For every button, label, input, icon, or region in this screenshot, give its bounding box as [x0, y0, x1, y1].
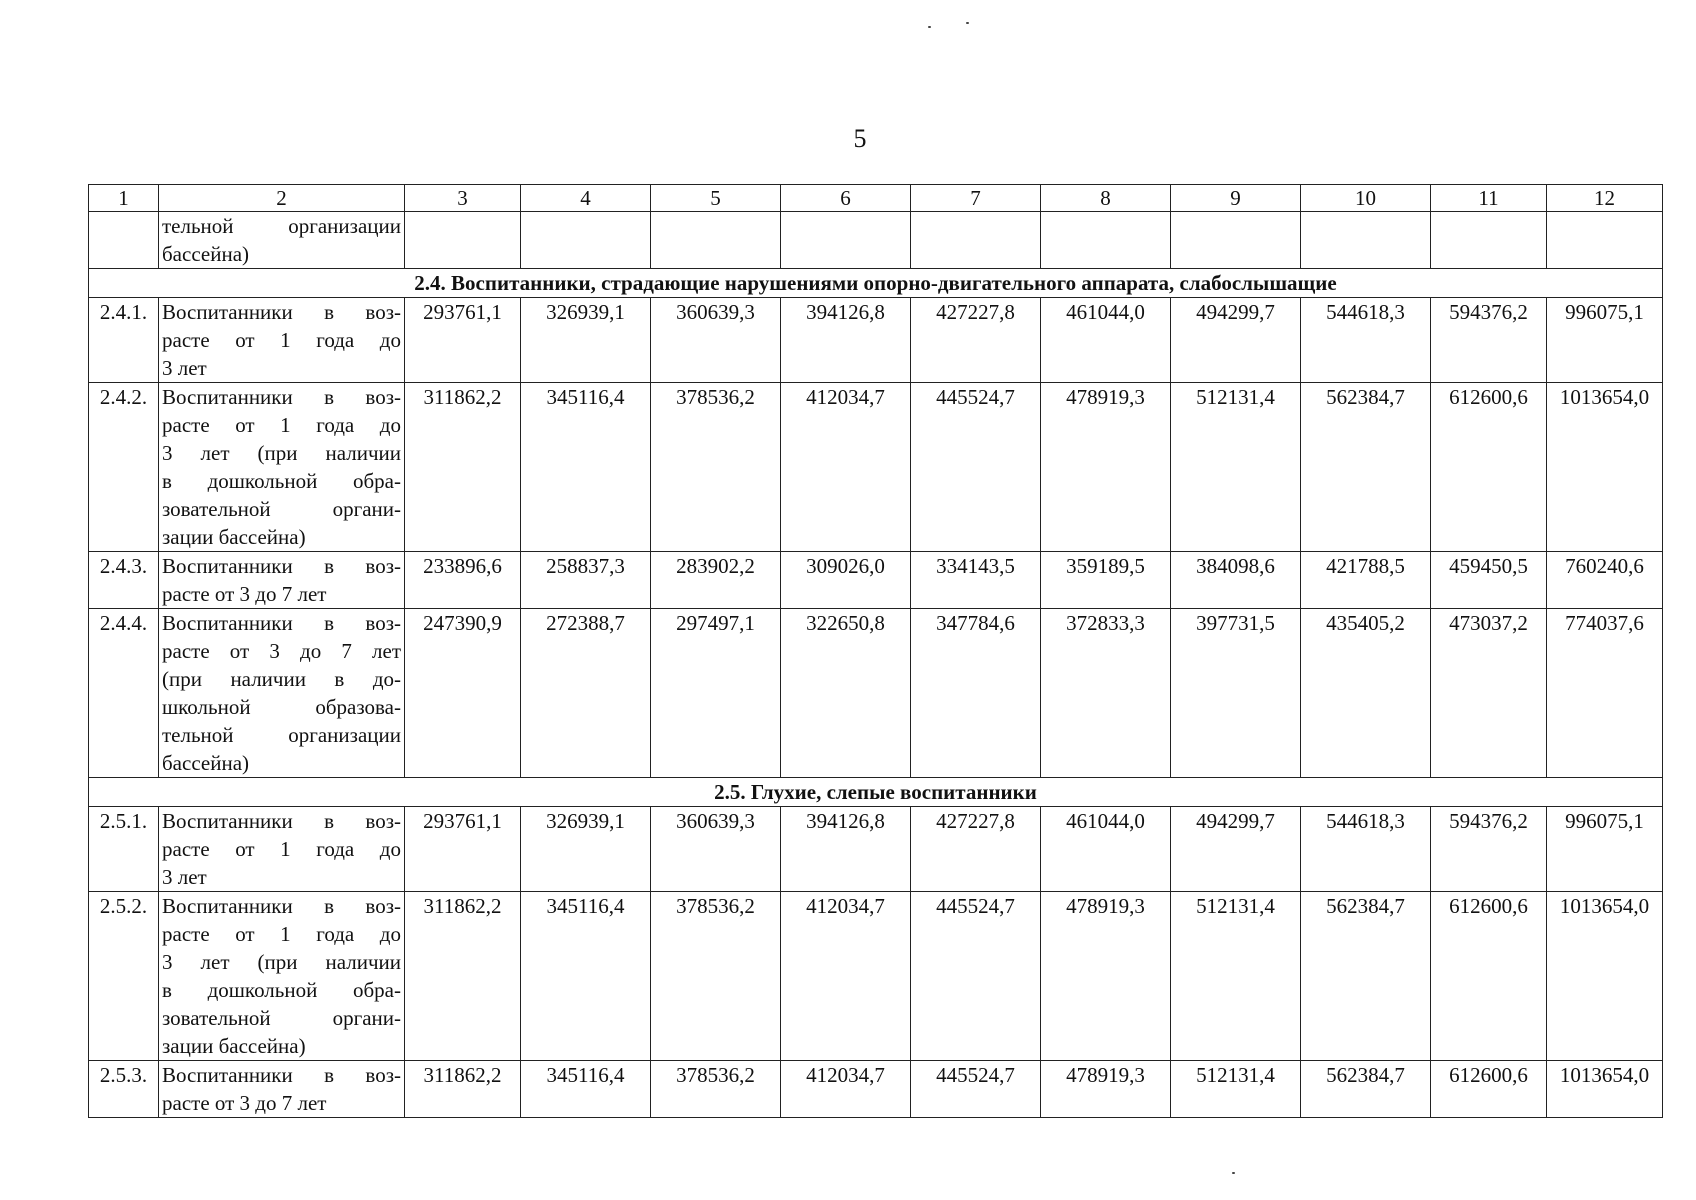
column-number-cell: 2	[159, 185, 405, 212]
value-cell: 412034,7	[781, 892, 911, 1061]
value-cell: 378536,2	[651, 1061, 781, 1118]
value-cell: 494299,7	[1171, 298, 1301, 383]
column-number-cell: 10	[1301, 185, 1431, 212]
column-number-cell: 1	[89, 185, 159, 212]
description-line: расте от 1 года до	[162, 328, 401, 352]
value-cell: 247390,9	[405, 609, 521, 778]
table-row	[89, 807, 1663, 892]
value-cell: 562384,7	[1301, 1061, 1431, 1118]
value-cell: 233896,6	[405, 552, 521, 609]
column-number-cell: 8	[1041, 185, 1171, 212]
value-cell: 311862,2	[405, 383, 521, 552]
description-line: расте от 3 до 7 лет	[162, 639, 401, 663]
description-line: зовательной органи-	[162, 497, 401, 521]
value-cell: 293761,1	[405, 298, 521, 383]
value-cell: 445524,7	[911, 1061, 1041, 1118]
value-cell: 360639,3	[651, 807, 781, 892]
row-code: 2.4.2.	[89, 383, 159, 552]
table-row	[89, 383, 1663, 552]
description-line: зации бассейна)	[162, 525, 306, 549]
description-line: в дошкольной обра-	[162, 978, 401, 1002]
description-line: Воспитанники в воз-	[162, 1063, 401, 1087]
value-cell: 594376,2	[1431, 807, 1547, 892]
row-description	[159, 212, 405, 269]
tariff-table	[88, 184, 1663, 1118]
value-cell: 272388,7	[521, 609, 651, 778]
row-code: 2.5.2.	[89, 892, 159, 1061]
row-code	[89, 212, 159, 269]
value-cell: 435405,2	[1301, 609, 1431, 778]
section-title: 2.4. Воспитанники, страдающие нарушениями опорно-двигательного аппарата, слабослышащие	[89, 269, 1663, 298]
value-cell: 359189,5	[1041, 552, 1171, 609]
row-description	[159, 1061, 405, 1118]
column-number-cell: 7	[911, 185, 1041, 212]
column-number-cell: 9	[1171, 185, 1301, 212]
value-cell: 384098,6	[1171, 552, 1301, 609]
table-row	[89, 212, 1663, 269]
value-cell: 512131,4	[1171, 383, 1301, 552]
description-line: бассейна)	[162, 242, 250, 266]
row-description	[159, 892, 405, 1061]
description-line: в дошкольной обра-	[162, 469, 401, 493]
value-cell: 378536,2	[651, 892, 781, 1061]
description-line: бассейна)	[162, 751, 250, 775]
value-cell	[1547, 212, 1663, 269]
value-cell: 311862,2	[405, 892, 521, 1061]
description-line: Воспитанники в воз-	[162, 385, 401, 409]
value-cell: 512131,4	[1171, 892, 1301, 1061]
scan-speck	[966, 22, 969, 24]
value-cell: 478919,3	[1041, 1061, 1171, 1118]
table-row	[89, 1061, 1663, 1118]
value-cell: 397731,5	[1171, 609, 1301, 778]
row-description	[159, 383, 405, 552]
description-line: зовательной органи-	[162, 1006, 401, 1030]
description-line: расте от 1 года до	[162, 413, 401, 437]
value-cell: 326939,1	[521, 298, 651, 383]
table-row	[89, 892, 1663, 1061]
value-cell: 1013654,0	[1547, 892, 1663, 1061]
value-cell: 427227,8	[911, 298, 1041, 383]
value-cell: 774037,6	[1547, 609, 1663, 778]
value-cell: 421788,5	[1301, 552, 1431, 609]
value-cell	[1041, 212, 1171, 269]
value-cell	[651, 212, 781, 269]
value-cell: 345116,4	[521, 892, 651, 1061]
description-line: школьной образова-	[162, 695, 401, 719]
page-number: 5	[853, 124, 867, 153]
row-code: 2.5.1.	[89, 807, 159, 892]
description-line: Воспитанники в воз-	[162, 809, 401, 833]
value-cell	[1431, 212, 1547, 269]
description-line: Воспитанники в воз-	[162, 611, 401, 635]
value-cell	[521, 212, 651, 269]
value-cell: 1013654,0	[1547, 383, 1663, 552]
value-cell: 544618,3	[1301, 298, 1431, 383]
value-cell: 562384,7	[1301, 383, 1431, 552]
value-cell: 461044,0	[1041, 298, 1171, 383]
value-cell: 372833,3	[1041, 609, 1171, 778]
table-body	[89, 185, 1663, 1118]
value-cell: 322650,8	[781, 609, 911, 778]
value-cell	[781, 212, 911, 269]
value-cell: 309026,0	[781, 552, 911, 609]
value-cell: 459450,5	[1431, 552, 1547, 609]
value-cell	[405, 212, 521, 269]
value-cell: 473037,2	[1431, 609, 1547, 778]
value-cell: 996075,1	[1547, 807, 1663, 892]
description-line: зации бассейна)	[162, 1034, 306, 1058]
description-line: 3 лет (при наличии	[162, 950, 401, 974]
scan-speck	[928, 26, 931, 28]
column-number-cell: 4	[521, 185, 651, 212]
table-row	[89, 552, 1663, 609]
value-cell: 360639,3	[651, 298, 781, 383]
description-line: Воспитанники в воз-	[162, 300, 401, 324]
column-number-cell: 11	[1431, 185, 1547, 212]
row-code: 2.5.3.	[89, 1061, 159, 1118]
description-line: тельной организации	[162, 214, 401, 238]
description-line: расте от 1 года до	[162, 922, 401, 946]
value-cell: 345116,4	[521, 1061, 651, 1118]
description-line: расте от 1 года до	[162, 837, 401, 861]
row-description	[159, 298, 405, 383]
value-cell: 311862,2	[405, 1061, 521, 1118]
value-cell: 378536,2	[651, 383, 781, 552]
row-code: 2.4.3.	[89, 552, 159, 609]
value-cell: 258837,3	[521, 552, 651, 609]
value-cell: 293761,1	[405, 807, 521, 892]
value-cell	[911, 212, 1041, 269]
value-cell: 478919,3	[1041, 383, 1171, 552]
value-cell	[1301, 212, 1431, 269]
section-title: 2.5. Глухие, слепые воспитанники	[89, 778, 1663, 807]
value-cell: 394126,8	[781, 807, 911, 892]
value-cell: 612600,6	[1431, 1061, 1547, 1118]
value-cell: 345116,4	[521, 383, 651, 552]
value-cell: 760240,6	[1547, 552, 1663, 609]
value-cell: 612600,6	[1431, 892, 1547, 1061]
description-line: 3 лет	[162, 865, 207, 889]
value-cell: 1013654,0	[1547, 1061, 1663, 1118]
value-cell: 297497,1	[651, 609, 781, 778]
section-header-row	[89, 269, 1663, 298]
value-cell: 594376,2	[1431, 298, 1547, 383]
row-description	[159, 552, 405, 609]
description-line: 3 лет (при наличии	[162, 441, 401, 465]
value-cell: 326939,1	[521, 807, 651, 892]
row-code: 2.4.4.	[89, 609, 159, 778]
value-cell: 478919,3	[1041, 892, 1171, 1061]
description-line: расте от 3 до 7 лет	[162, 582, 327, 606]
value-cell: 427227,8	[911, 807, 1041, 892]
section-header-row	[89, 778, 1663, 807]
scan-speck	[1232, 1172, 1235, 1174]
value-cell: 494299,7	[1171, 807, 1301, 892]
table-row	[89, 609, 1663, 778]
value-cell: 334143,5	[911, 552, 1041, 609]
description-line: (при наличии в до-	[162, 667, 401, 691]
value-cell: 412034,7	[781, 383, 911, 552]
value-cell: 996075,1	[1547, 298, 1663, 383]
column-number-cell: 6	[781, 185, 911, 212]
description-line: тельной организации	[162, 723, 401, 747]
column-number-row	[89, 185, 1663, 212]
description-line: 3 лет	[162, 356, 207, 380]
value-cell: 461044,0	[1041, 807, 1171, 892]
value-cell: 347784,6	[911, 609, 1041, 778]
row-description	[159, 807, 405, 892]
row-description	[159, 609, 405, 778]
column-number-cell: 5	[651, 185, 781, 212]
value-cell	[1171, 212, 1301, 269]
column-number-cell: 3	[405, 185, 521, 212]
value-cell: 412034,7	[781, 1061, 911, 1118]
value-cell: 512131,4	[1171, 1061, 1301, 1118]
description-line: Воспитанники в воз-	[162, 554, 401, 578]
value-cell: 612600,6	[1431, 383, 1547, 552]
description-line: Воспитанники в воз-	[162, 894, 401, 918]
value-cell: 394126,8	[781, 298, 911, 383]
value-cell: 562384,7	[1301, 892, 1431, 1061]
value-cell: 445524,7	[911, 383, 1041, 552]
description-line: расте от 3 до 7 лет	[162, 1091, 327, 1115]
row-code: 2.4.1.	[89, 298, 159, 383]
value-cell: 445524,7	[911, 892, 1041, 1061]
value-cell: 544618,3	[1301, 807, 1431, 892]
table-row	[89, 298, 1663, 383]
value-cell: 283902,2	[651, 552, 781, 609]
column-number-cell: 12	[1547, 185, 1663, 212]
